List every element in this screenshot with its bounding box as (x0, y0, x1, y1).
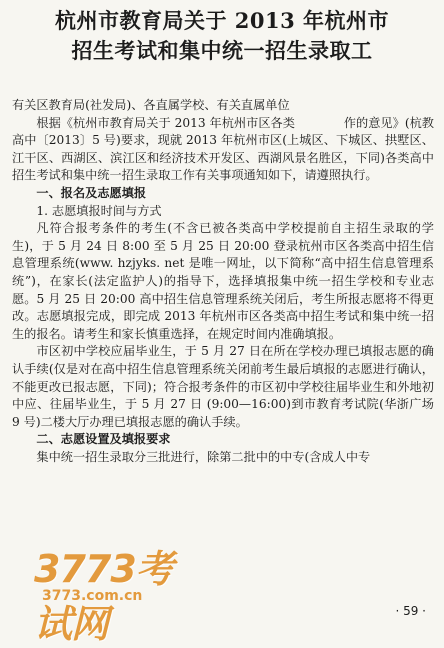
paragraph-registration-details: 凡符合报考条件的考生(不含已被各类高中学校提前自主招生录取的学生)，于 5 月 24 日 8:00 至 5 月 25 日 20:00 登录杭州市区各类高中招生信息管理系统(www. hzjyks. net 是唯一网址，以下简称“高中招生信息管理系统”)，在家长(法定监护人)的指导下，选择填报集中统一招生学校和专业志愿。5 月 25 日 20:00 高中招生信息管理系统关闭后，考生所报志愿将不得更改。志愿填报完成，即完成 2013 年杭州市区各类高中招生考试和集中统一招生的报名。请考生和家长慎重选择，在规定时间内准确填报。 (12, 221, 434, 341)
section-heading-registration: 一、报名及志愿填报 (36, 185, 147, 200)
site-watermark-logo (34, 532, 204, 646)
paragraph-confirmation: 市区初中学校应届毕业生，于 5 月 27 日在所在学校办理已填报志愿的确认手续(仅是对在高中招生信息管理系统关闭前考生最后填报的志愿进行确认，不能更改已报志愿，下同)；符合报考条件的市区初中学校往届毕业生和外地初中应、往届毕业生，于 5 月 27 日 (9:00—16:00)到市教育考试院(华浙广场 9 号)二楼大厅办理已填报志愿的确认手续。 (12, 344, 434, 429)
watermark-url: 3773.com.cn (42, 588, 143, 604)
watermark-text: 3773考试网 (34, 547, 173, 646)
recipients-line: 有关区教育局(社发局)、各直属学校、有关直属单位 (12, 98, 290, 112)
subsection-heading-time-method: 1. 志愿填报时间与方式 (36, 203, 162, 218)
title-line-1: 杭州市教育局关于 2013 年杭州市 (54, 8, 390, 33)
document-body (12, 97, 434, 466)
page-number: · 59 · (395, 604, 426, 618)
document-title (0, 6, 444, 66)
title-line-2: 招生考试和集中统一招生录取工 (71, 38, 373, 63)
section-heading-volunteer-setting: 二、志愿设置及填报要求 (36, 432, 171, 447)
intro-paragraph: 根据《杭州市教育局关于 2013 年杭州市区各类 作的意见》(杭教高中〔2013〕5 号)要求，现就 2013 年杭州市区(上城区、下城区、拱墅区、江干区、西湖区、滨江区和经济技术开发区、西湖风景名胜区，下同)各类高中招生考试和集中统一招生录取工作有关事项通知如下，请遵照执行。 (12, 115, 434, 183)
paragraph-admission-batches: 集中统一招生录取分三批进行，除第二批中的中专(含成人中专 (36, 449, 371, 464)
